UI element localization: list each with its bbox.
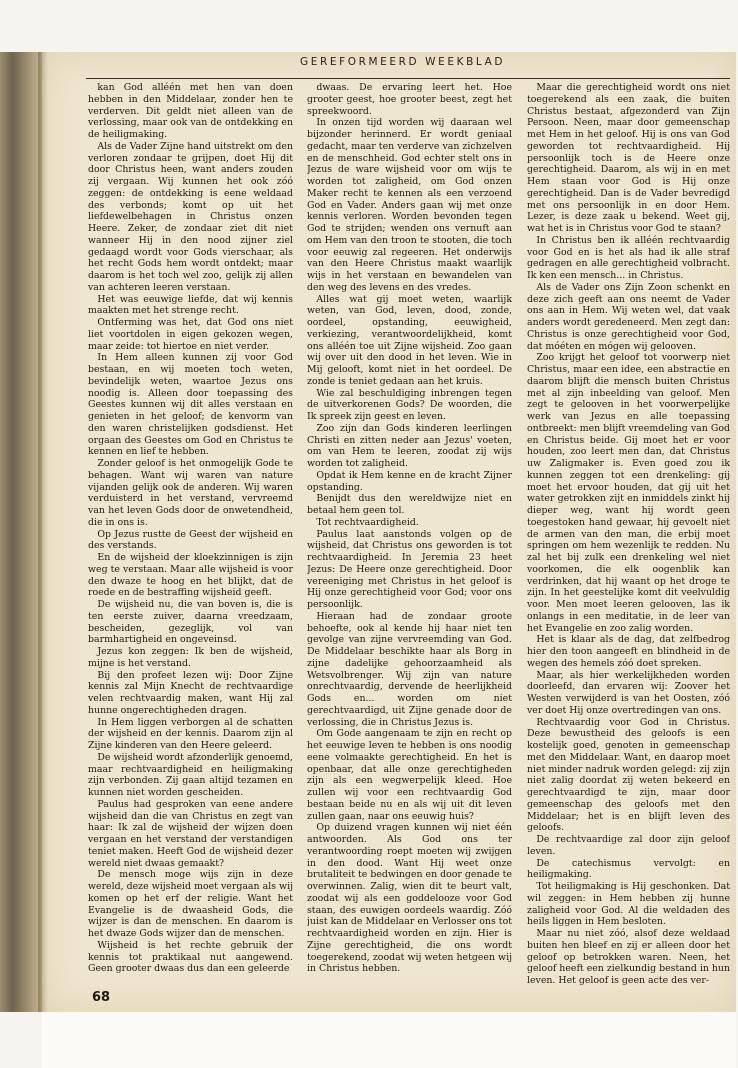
paragraph: Wie zal beschuldiging inbrengen tegen de uitverkorenen Gods? De woorden, die Ik spreek zijn geest en leven. bbox=[307, 387, 512, 422]
paragraph: Bij den profeet lezen wij: Door Zijne kennis zal Mijn Knecht de rechtvaardige velen rechtvaardig maken, want Hij zal hunne ongerechtigheden dragen. bbox=[88, 669, 293, 716]
paragraph: Als de Vader ons Zijn Zoon schenkt en deze zich geeft aan ons neemt de Vader ons aan in Hem. Wij weten wel, dat vaak anders wordt geredeneerd. Men zegt dan: Christus is onze gerechtigheid voor God, dat móéten en mógen wij gelooven. bbox=[527, 281, 730, 352]
paragraph: kan God alléén met hen van doen hebben in den Middelaar, zonder hen te verderven. Dit geldt niet alleen van de verlossing, maar ook van de ontdekking en de heiligmaking. bbox=[88, 82, 293, 140]
paragraph: Alles wat gij moet weten, waarlijk weten, van God, leven, dood, zonde, oordeel, opstanding, eeuwigheid, verkiezing, verantwoordelijkheid, komt ons alléén toe uit Zijne wijsheid. Zoo gaan wij over uit den dood in het leven. Wie in Mij gelooft, komt niet in het oordeel. De zonde is teniet gedaan aan het kruis. bbox=[307, 293, 512, 387]
paragraph: Paulus had gesproken van eene andere wijsheid dan die van Christus en zegt van haar: Ik zal de wijsheid der wijzen doen vergaan en het verstand der verstandigen teniet maken. Heeft God de wijsheid dezer wereld niet dwaas gemaakt? bbox=[88, 798, 293, 869]
paragraph: Rechtvaardig voor God in Christus. Deze bewustheid des geloofs is een kostelijk goed, genoten in gemeenschap met den Middelaar. Want, en daarop moet niet minder nadruk worden gelegd: zij zijn niet zalig doordat zij weten bekeerd en gerechtvaardigd te zijn, maar door gemeenschap des geloofs met den Middelaar; het is en blijft leven des geloofs. bbox=[527, 716, 730, 834]
binding-shadow bbox=[38, 52, 48, 1012]
paragraph: Hieraan had de zondaar groote behoefte, ook al kende hij haar niet ten gevolge van zijne vervreemding van God. De Middelaar beschikte haar als Borg in zijne dadelijke gehoorzaamheid als Wetsvolbrenger. Wij zijn van nature onrechtvaardig, dervende de heerlijkheid Gods en... worden om niet gerechtvaardigd, uit Zijne genade door de verlossing, die in Christus Jezus is. bbox=[307, 610, 512, 728]
paragraph: In Hem alleen kunnen zij voor God bestaan, en wij moeten toch weten, bevindelijk weten, waartoe Jezus ons noodig is. Alleen door toepassing des Geestes kunnen wij dit alles verstaan en genieten in het geloof; de kenvorm van den waren christelijken godsdienst. Het orgaan des Geestes om God en Christus te kennen en lief te hebben. bbox=[88, 352, 293, 458]
paragraph: In onzen tijd worden wij daaraan wel bijzonder herinnerd. Er wordt geniaal gedacht, maar ten verderve van zichzelven en de menschheid. God echter stelt ons in Jezus de ware wijsheid voor om wijs te worden tot zaligheid, om God onzen Maker recht te kennen als een verzoend God en Vader. Anders gaan wij met onze kennis verloren. Worden bevonden tegen God te strijden; wenden ons vernuft aan om Hem van den troon te stooten, die toch voor eeuwig zal regeeren. Het onderwijs van den Heere Christus maakt waarlijk wijs in het verstaan en bewandelen van den weg des levens en des vredes. bbox=[307, 117, 512, 293]
paragraph: Tot heiligmaking is Hij geschonken. Dat wil zeggen: in Hem hebben zij hunne zaligheid voor God. Al die weldaden des heils liggen in Hem besloten. bbox=[527, 881, 730, 928]
paragraph: Op Jezus rustte de Geest der wijsheid en des verstands. bbox=[88, 528, 293, 552]
paragraph: Jezus kon zeggen: Ik ben de wijsheid, mijne is het verstand. bbox=[88, 646, 293, 669]
paragraph: Het was eeuwige liefde, dat wij kennis maakten met het strenge recht. bbox=[88, 293, 293, 317]
paragraph: Het is klaar als de dag, dat zelfbedrog hier den toon aangeeft en blindheid in de wegen des hemels zóó doet spreken. bbox=[527, 634, 730, 669]
paragraph: Paulus laat aanstonds volgen op de wijsheid, dat Christus ons geworden is tot rechtvaardigheid. In Jeremia 23 heet Jezus: De Heere onze gerechtigheid. Door vereeniging met Christus in het geloof is Hij onze gerechtigheid voor God; voor ons persoonlijk. bbox=[307, 528, 512, 610]
scan-margin-bottom bbox=[42, 1012, 736, 1068]
paragraph: Maar die gerechtigheid wordt ons niet toegerekend als een zaak, die buiten Christus bestaat, afgezonderd van Zijn Persoon. Neen, maar door gemeenschap met Hem in het geloof. Hij is ons van God geworden tot rechtvaardigheid. Hij persoonlijk toch is de Heere onze gerechtigheid. Daarom, als wij in en met Hem staan voor God is Hij onze gerechtigheid. Dan is de Vader bevredigd met ons persoonlijk in en door Hem. Lezer, is deze zaak u bekend. Weet gij, wat het is in Christus voor God te staan? bbox=[527, 82, 730, 234]
paragraph: Wijsheid is het rechte gebruik der kennis tot praktikaal nut aangewend. Geen grooter dwaas dus dan een geleerde bbox=[88, 939, 293, 975]
text-column-3 bbox=[527, 82, 730, 987]
paragraph: De wijsheid wordt afzonderlijk genoemd, maar rechtvaardigheid en heiligmaking zijn verbonden. Zij gaan altijd tezamen en kunnen niet worden gescheiden. bbox=[88, 751, 293, 798]
paragraph: Als de Vader Zijne hand uitstrekt om den verloren zondaar te grijpen, doet Hij dit door Christus heen, want anders zouden zij vergaan. Wij kunnen het ook zóó zeggen: de ontdekking is eene weldaad des verbonds; komt op uit het liefdewelbehagen in Christus onzen Heere. Zeker, de zondaar ziet dit niet wanneer Hij in den nood zijner ziel gedaagd wordt voor Gods vierschaar, als het recht Gods hem wordt ontdekt; maar daarom is het toch wel zoo, gelijk zij allen van achteren leeren verstaan. bbox=[88, 140, 293, 293]
paragraph: Zoo krijgt het geloof tot voorwerp niet Christus, maar een idee, een abstractie en daarom blijft die mensch buiten Christus met al zijn inbeelding van geloof. Men zegt te gelooven in het voorwerpelijke werk van Jezus en alle toepassing ontbreekt: men blijft vreemdeling van God en Christus beide. Gij moet het er voor houden, zoo leert men dan, dat Christus uw Zaligmaker is. Even goed zou ik kunnen zeggen tot een drenkeling: gij moet het ervoor houden, dat gij uit het water getrokken zijt en inmiddels zinkt hij dieper weg, want hij wordt geen toegestoken hand gewaar, hij gevoelt niet de armen van den man, die erbij moet springen om hem wezenlijk te redden. Nu zal het bij zulk een drenkeling wel niet voorkomen, die elk oogenblik kan verdrinken, dat hij waant op het droge te zijn. In het geestelijke komt dit veelvuldig voor. Men moet leeren gelooven, las ik onlangs in een meditatie, in de leer van het Evangelie en zoo zalig worden. bbox=[527, 352, 730, 634]
paragraph: De wijsheid nu, die van boven is, die is ten eerste zuiver, daarna vreedzaam, bescheiden, gezeglijk, vol van barmhartigheid en ongeveinsd. bbox=[88, 599, 293, 646]
paragraph: De mensch moge wijs zijn in deze wereld, deze wijsheid moet vergaan als wij komen op het erf der religie. Want het Evangelie is de dwaasheid Gods, die wijzer is dan de menschen. En daarom is het dwaze Gods wijzer dan de menschen. bbox=[88, 869, 293, 939]
paragraph: Maar, als hier werkelijkheden worden doorleefd, dan ervaren wij: Zoover het Westen verwijderd is van het Oosten, zóó ver doet Hij onze overtredingen van ons. bbox=[527, 669, 730, 716]
page-left-edge bbox=[0, 52, 42, 1012]
paragraph: Opdat ik Hem kenne en de kracht Zijner opstanding. bbox=[307, 469, 512, 493]
text-column-2 bbox=[307, 82, 512, 987]
paragraph: En de wijsheid der kloekzinnigen is zijn weg te verstaan. Maar alle wijsheid is voor den dwaze te hoog en het blijkt, dat de roede en de bestraffing wijsheid geeft. bbox=[88, 552, 293, 599]
paragraph: Tot rechtvaardigheid. bbox=[307, 516, 419, 528]
page-number: 68 bbox=[92, 990, 111, 1005]
paragraph: Om Gode aangenaam te zijn en recht op het eeuwige leven te hebben is ons noodig eene volmaakte gerechtigheid. En het is openbaar, dat alle onze gerechtigheden zijn als een wegwerpelijk kleed. Hoe zullen wij voor een rechtvaardig God bestaan beide nu en als wij uit dit leven zullen gaan, naar ons eeuwig huis? bbox=[307, 728, 512, 822]
paragraph: Maar nu niet zóó, alsof deze weldaad buiten hen bleef en zij er alleen door het geloof op betrokken waren. Neen, het geloof heeft een zielkundig bestand in hun leven. Het geloof is geen acte des ver- bbox=[527, 928, 730, 986]
paragraph: In Hem liggen verborgen al de schatten der wijsheid en der kennis. Daarom zijn al Zijne kinderen van den Heere geleerd. bbox=[88, 716, 293, 751]
paragraph: Ontferming was het, dat God ons niet liet voortdolen in eigen gekozen wegen, maar zeide: tot hiertoe en niet verder. bbox=[88, 317, 293, 352]
text-column-1 bbox=[88, 82, 293, 987]
running-header: GEREFORMEERD WEEKBLAD bbox=[300, 56, 506, 68]
paragraph: De catechismus vervolgt: en heiligmaking. bbox=[527, 857, 730, 881]
paragraph: Zonder geloof is het onmogelijk Gode te behagen. Want wij waren van nature vijanden gelijk ook de anderen. Wij waren verduisterd in het verstand, vervreemd van het leven Gods door de onwetendheid, die in ons is. bbox=[88, 458, 293, 528]
paragraph: Zoo zijn dan Gods kinderen leerlingen Christi en zitten neder aan Jezus' voeten, om van Hem te leeren, zoodat zij wijs worden tot zaligheid. bbox=[307, 422, 512, 469]
paragraph: De rechtvaardige zal door zijn geloof leven. bbox=[527, 834, 730, 857]
paragraph: dwaas. De ervaring leert het. Hoe grooter geest, hoe grooter beest, zegt het spreekwoord. bbox=[307, 82, 512, 117]
paragraph: Benijdt dus den wereldwijze niet en betaal hem geen tol. bbox=[307, 493, 512, 516]
paragraph: In Christus ben ik alléén rechtvaardig voor God en is het als had ik alle straf gedragen en alle gerechtigheid volbracht. Ik ken een mensch... in Christus. bbox=[527, 234, 730, 281]
paragraph: Op duizend vragen kunnen wij niet één antwoorden. Als God ons ter verantwoording roept moeten wij zwijgen in den dood. Want Hij weet onze brutaliteit te bedwingen en door genade te overwinnen. Zalig, wien dit te beurt valt, zoodat wij als een goddelooze voor God staan, des euwigen oordeels waardig. Zóó juist kan de Middelaar en Verlosser ons tot rechtvaardigheid worden en zijn. Hier is Zijne gerechtigheid, die ons wordt toegerekend, zoodat wij weten hetgeen wij in Christus hebben. bbox=[307, 822, 512, 975]
header-rule bbox=[86, 78, 730, 79]
